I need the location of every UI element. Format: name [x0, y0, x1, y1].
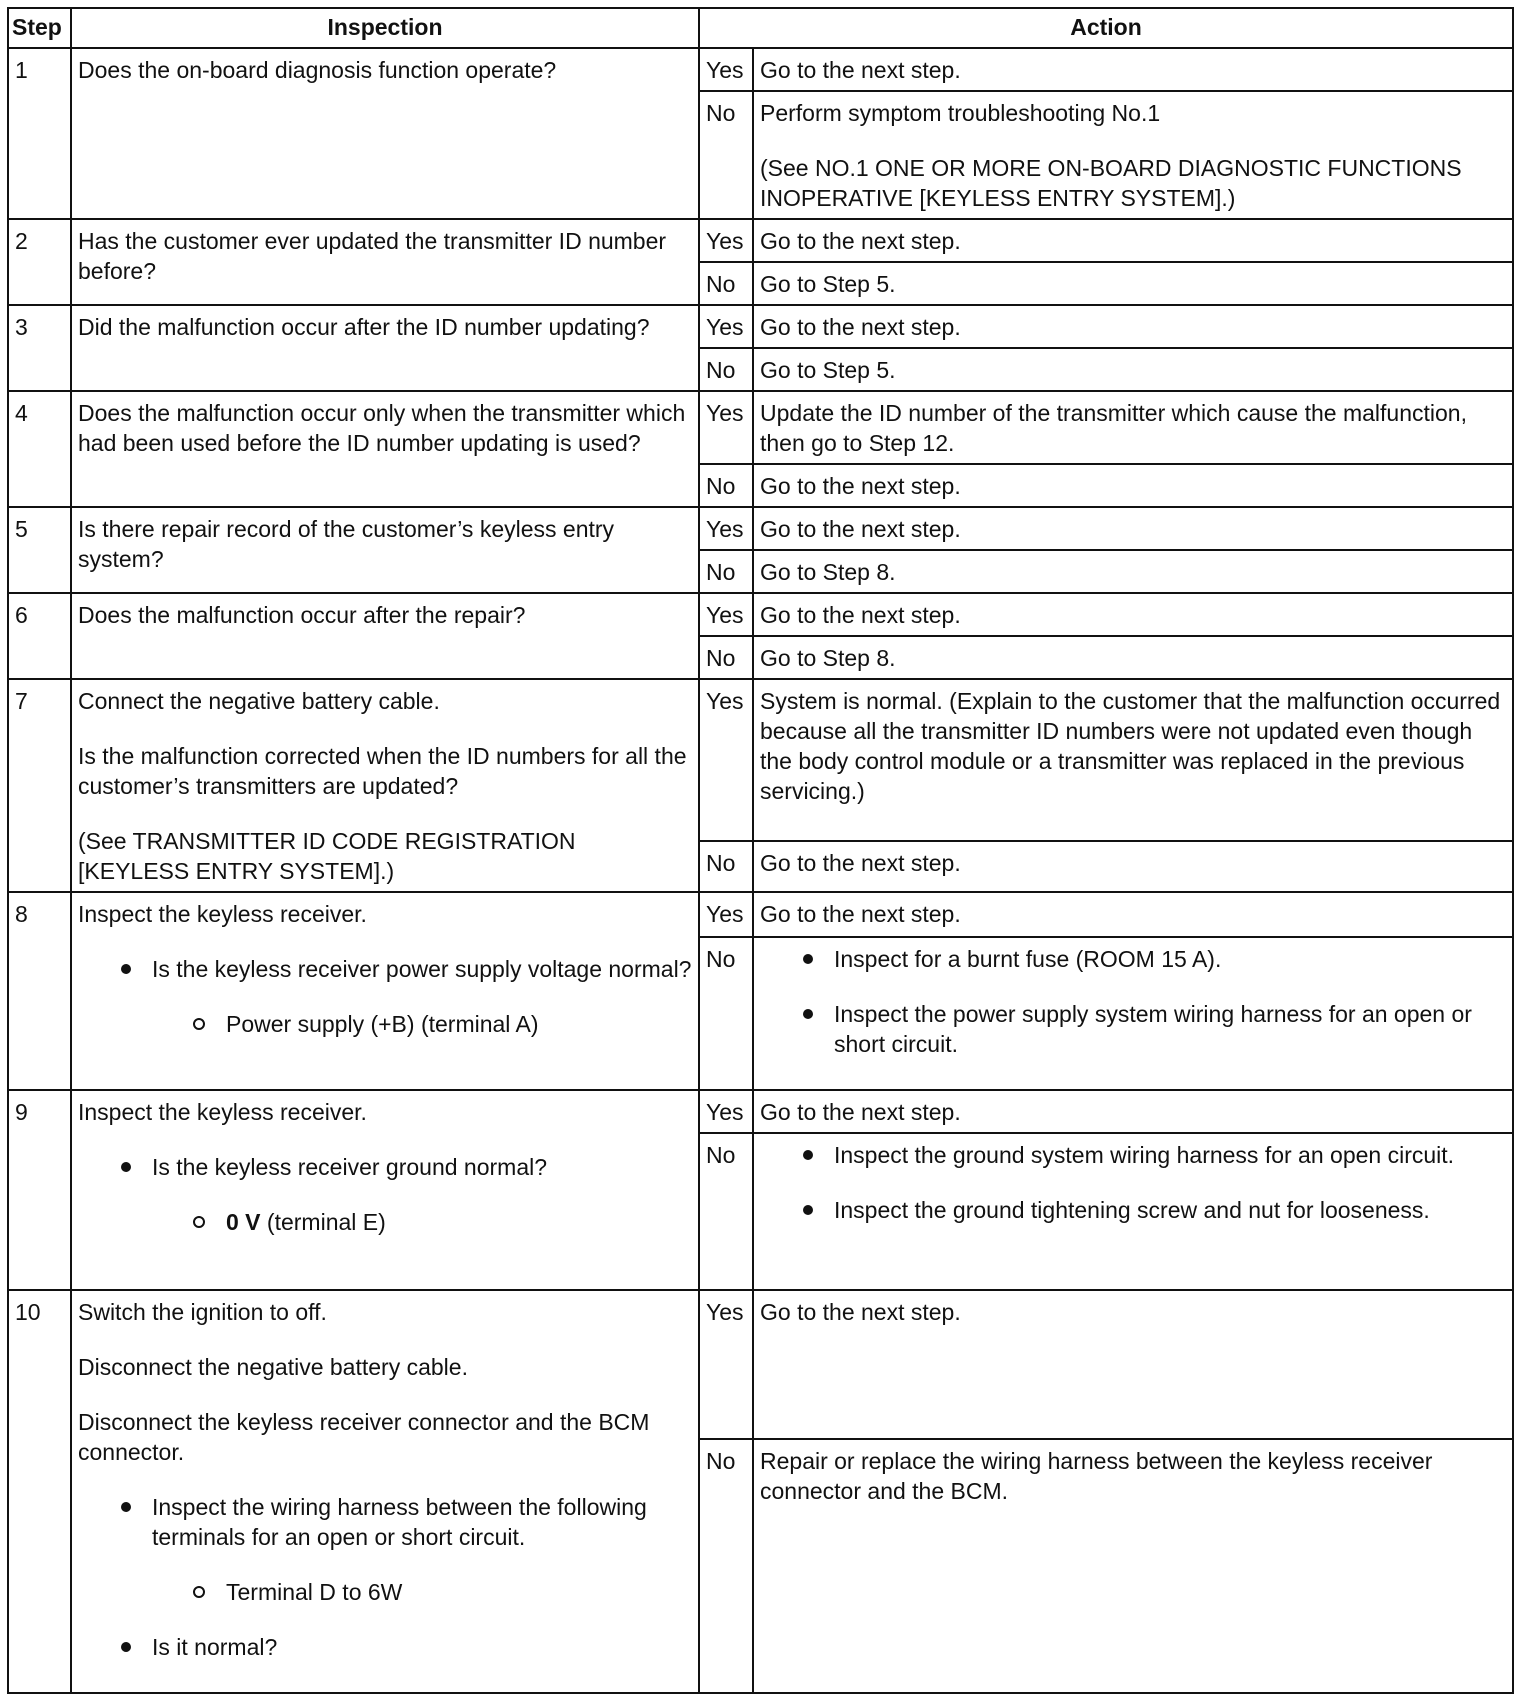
- yes-action: Go to the next step.: [753, 1290, 1513, 1439]
- step-number: 10: [8, 1290, 71, 1693]
- inspection-cell: [71, 1290, 699, 1693]
- inspection-cell: [71, 593, 699, 679]
- no-label: No: [699, 550, 753, 593]
- yes-action: Go to the next step.: [753, 593, 1513, 636]
- no-action-cell: [753, 1133, 1513, 1290]
- inspection-cell: [71, 219, 699, 305]
- inspection-text: Disconnect the keyless receiver connector and the BCM connector.: [78, 1409, 650, 1465]
- inspection-text: Does the malfunction occur after the repair?: [78, 602, 526, 628]
- inspection-text: Is there repair record of the customer’s keyless entry system?: [78, 516, 615, 572]
- inspection-bullets: [78, 1152, 692, 1237]
- terminal-label: (terminal E): [260, 1209, 386, 1235]
- step-number: 1: [8, 48, 71, 219]
- troubleshooting-table: [7, 7, 1514, 1694]
- yes-action: Update the ID number of the transmitter which cause the malfunction, then go to Step 12.: [753, 391, 1513, 464]
- table-row: [8, 892, 1513, 937]
- inspection-bullet-text: Is the keyless receiver ground normal?: [152, 1154, 548, 1180]
- yes-label: Yes: [699, 305, 753, 348]
- table-row: [8, 679, 1513, 841]
- yes-action: Go to the next step.: [753, 219, 1513, 262]
- inspection-bullet: [78, 954, 692, 1039]
- voltage-value: 0 V: [226, 1209, 261, 1235]
- inspection-bullets: [78, 954, 692, 1039]
- inspection-subitem: Terminal D to 6W: [150, 1577, 692, 1607]
- header-action: Action: [699, 8, 1513, 48]
- inspection-cell: [71, 1090, 699, 1290]
- table-row: [8, 48, 1513, 91]
- inspection-text: Is the malfunction corrected when the ID numbers for all the customer’s transmitters are updated?: [78, 743, 687, 799]
- inspection-reference: (See TRANSMITTER ID CODE REGISTRATION [KEYLESS ENTRY SYSTEM].): [78, 828, 576, 884]
- yes-action: Go to the next step.: [753, 1090, 1513, 1133]
- no-label: No: [699, 841, 753, 892]
- inspection-cell: [71, 507, 699, 593]
- inspection-subitems: [152, 1207, 692, 1237]
- table-header-row: [8, 8, 1513, 48]
- inspection-text: Has the customer ever updated the transmitter ID number before?: [78, 228, 667, 284]
- table-row: [8, 507, 1513, 550]
- inspection-bullet-text: Inspect the wiring harness between the following terminals for an open or short circuit.: [152, 1494, 647, 1550]
- inspection-bullets: [78, 1492, 692, 1662]
- no-label: No: [699, 464, 753, 507]
- inspection-text: Switch the ignition to off.: [78, 1299, 327, 1325]
- table-row: [8, 1090, 1513, 1133]
- step-number: 5: [8, 507, 71, 593]
- no-action: Repair or replace the wiring harness between the keyless receiver connector and the BCM.: [753, 1439, 1513, 1693]
- inspection-text: Disconnect the negative battery cable.: [78, 1354, 468, 1380]
- yes-label: Yes: [699, 1290, 753, 1439]
- no-action: Go to Step 8.: [753, 636, 1513, 679]
- no-action: Go to Step 8.: [753, 550, 1513, 593]
- step-number: 2: [8, 219, 71, 305]
- inspection-subitems: [152, 1577, 692, 1607]
- inspection-cell: [71, 391, 699, 507]
- no-action-cell: [753, 937, 1513, 1090]
- yes-action: Go to the next step.: [753, 892, 1513, 937]
- inspection-bullet: Is it normal?: [78, 1632, 692, 1662]
- no-action: Go to the next step.: [753, 841, 1513, 892]
- no-action: Go to the next step.: [753, 464, 1513, 507]
- inspection-subitems: [152, 1009, 692, 1039]
- yes-label: Yes: [699, 679, 753, 841]
- step-number: 4: [8, 391, 71, 507]
- header-inspection: Inspection: [71, 8, 699, 48]
- inspection-text: Inspect the keyless receiver.: [78, 901, 367, 927]
- inspection-cell: [71, 48, 699, 219]
- table-row: [8, 1290, 1513, 1439]
- no-label: No: [699, 262, 753, 305]
- table-row: [8, 391, 1513, 464]
- inspection-bullet: [78, 1152, 692, 1237]
- no-action-bullet: Inspect for a burnt fuse (ROOM 15 A).: [760, 944, 1506, 974]
- inspection-text: Did the malfunction occur after the ID number updating?: [78, 314, 650, 340]
- header-step: Step: [8, 8, 71, 48]
- inspection-cell: [71, 679, 699, 892]
- no-action-bullet: Inspect the power supply system wiring harness for an open or short circuit.: [760, 999, 1506, 1059]
- yes-action: System is normal. (Explain to the customer that the malfunction occurred because all the transmitter ID numbers were not updated even though the body control module or a transmitter was replaced in the previous servicing.): [753, 679, 1513, 841]
- step-number: 6: [8, 593, 71, 679]
- table-row: [8, 305, 1513, 348]
- no-label: No: [699, 1439, 753, 1693]
- no-action-bullets: [760, 1140, 1506, 1225]
- no-action-bullet: Inspect the ground system wiring harness for an open circuit.: [760, 1140, 1506, 1170]
- step-number: 8: [8, 892, 71, 1090]
- no-label: No: [699, 348, 753, 391]
- inspection-text: Does the malfunction occur only when the transmitter which had been used before the ID number updating is used?: [78, 400, 686, 456]
- troubleshooting-sheet: [7, 7, 1512, 1694]
- step-number: 9: [8, 1090, 71, 1290]
- inspection-subitem: [150, 1207, 692, 1237]
- step-number: 7: [8, 679, 71, 892]
- step-number: 3: [8, 305, 71, 391]
- yes-label: Yes: [699, 391, 753, 464]
- inspection-bullet-text: Is the keyless receiver power supply voltage normal?: [152, 956, 692, 982]
- no-action-bullets: [760, 944, 1506, 1059]
- yes-label: Yes: [699, 507, 753, 550]
- no-action-bullet: Inspect the ground tightening screw and nut for looseness.: [760, 1195, 1506, 1225]
- inspection-subitem: Power supply (+B) (terminal A): [150, 1009, 692, 1039]
- yes-label: Yes: [699, 1090, 753, 1133]
- no-action: Go to Step 5.: [753, 348, 1513, 391]
- no-action-cell: [753, 91, 1513, 219]
- inspection-bullet: [78, 1492, 692, 1607]
- yes-action: Go to the next step.: [753, 507, 1513, 550]
- no-action-text: Perform symptom troubleshooting No.1: [760, 100, 1161, 126]
- table-row: [8, 219, 1513, 262]
- yes-label: Yes: [699, 219, 753, 262]
- no-label: No: [699, 91, 753, 219]
- yes-label: Yes: [699, 48, 753, 91]
- no-action-reference: (See NO.1 ONE OR MORE ON-BOARD DIAGNOSTIC FUNCTIONS INOPERATIVE [KEYLESS ENTRY SYSTEM].): [760, 155, 1462, 211]
- yes-action: Go to the next step.: [753, 305, 1513, 348]
- inspection-cell: [71, 305, 699, 391]
- inspection-text: Does the on-board diagnosis function operate?: [78, 57, 557, 83]
- no-label: No: [699, 636, 753, 679]
- no-action: Go to Step 5.: [753, 262, 1513, 305]
- no-label: No: [699, 1133, 753, 1290]
- table-row: [8, 593, 1513, 636]
- yes-action: Go to the next step.: [753, 48, 1513, 91]
- inspection-text: Connect the negative battery cable.: [78, 688, 440, 714]
- no-label: No: [699, 937, 753, 1090]
- inspection-text: Inspect the keyless receiver.: [78, 1099, 367, 1125]
- yes-label: Yes: [699, 892, 753, 937]
- yes-label: Yes: [699, 593, 753, 636]
- inspection-cell: [71, 892, 699, 1090]
